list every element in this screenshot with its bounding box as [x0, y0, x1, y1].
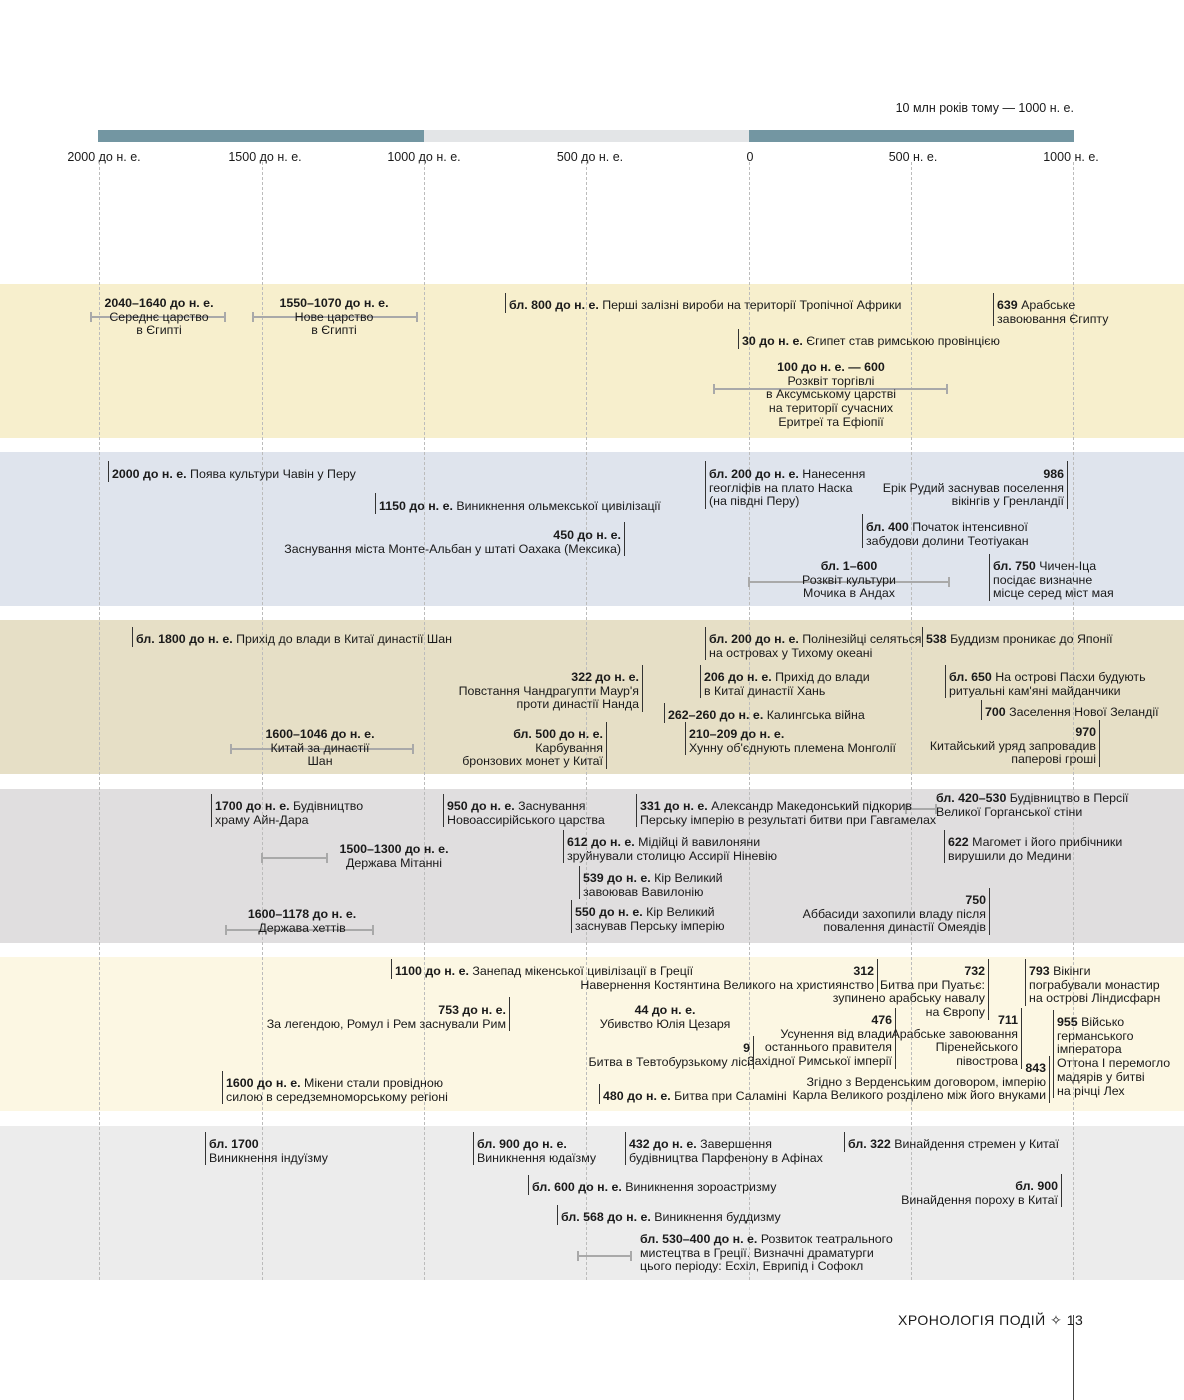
event-date: 1600–1046 до н. е.: [265, 727, 375, 741]
event-date: бл. 200 до н. е.: [709, 467, 799, 481]
event: [600, 1004, 731, 1031]
event-text: Убивство Юлія Цезаря: [599, 1016, 731, 1031]
event-date: 750: [965, 893, 986, 907]
event-text: Вікінги пограбували монастир на острові Ліндисфарн: [1029, 964, 1161, 1006]
event-date: 843: [1025, 1061, 1046, 1075]
event-text: Александр Македонський підкорив Перську імперію в результаті битви при Гавгамелах: [640, 799, 937, 827]
event-text: Заснування Новоассирійського царства: [447, 799, 605, 827]
event-text: Середнє царство в Єгипті: [109, 309, 209, 338]
event-text: Битва при Пуатьє: зупинено арабську навалу на Європу: [832, 977, 985, 1020]
event: [462, 722, 607, 769]
event-text: Винайдення стремен у Китаї: [890, 1137, 1060, 1151]
event-date: 970: [1075, 725, 1096, 739]
event-text: Виникнення зороастризму: [621, 1180, 777, 1194]
event-text: Хунну об'єднують племена Монголії: [689, 740, 896, 755]
event-date: 793: [1029, 964, 1050, 978]
event: [505, 293, 901, 313]
event-date: 732: [964, 964, 985, 978]
event-text: Держава Мітанні: [345, 855, 443, 870]
event-date: бл. 420–530: [936, 791, 1007, 805]
event: [211, 794, 363, 827]
event-date: 639: [997, 298, 1018, 312]
event-text: Поява культури Чавін у Перу: [186, 467, 356, 481]
event-date: 2000 до н. е.: [112, 467, 187, 481]
event-date: бл. 1800 до н. е.: [136, 632, 233, 646]
event-text: На острові Пасхи будують ритуальні кам'яні майданчики: [949, 670, 1146, 698]
event: [981, 700, 1159, 720]
event-text: Заселення Нової Зеландії: [1005, 705, 1159, 719]
event-text: Арабське завоювання Єгипту: [997, 298, 1109, 326]
event-text: Нанесення геогліфів на плато Наска (на півдні Перу): [709, 467, 866, 509]
event-date: 44 до н. е.: [634, 1003, 696, 1017]
event-date: бл. 1700: [209, 1137, 259, 1151]
event-date: 1600–1178 до н. е.: [247, 907, 357, 921]
event-text: Винайдення пороху в Китаї: [901, 1192, 1058, 1207]
event-date: 480 до н. е.: [603, 1089, 671, 1103]
event-text: Військо германського імператора Оттона I перемогло мадярів у битві на річці Лех: [1057, 1015, 1171, 1098]
event-date: 539 до н. е.: [583, 871, 651, 885]
event-date: 1700 до н. е.: [215, 799, 290, 813]
event: [625, 1132, 823, 1165]
event-date: 100 до н. е. — 600: [777, 360, 885, 374]
event: [579, 866, 723, 899]
event-text: Виникнення юдаїзму: [477, 1150, 597, 1165]
event: [636, 794, 936, 827]
tick-label: 2000 до н. е.: [67, 150, 141, 164]
event: [766, 361, 896, 430]
event: [589, 1036, 754, 1069]
event: [664, 703, 865, 723]
timeline-bar-segment: [424, 130, 749, 142]
event-date: бл. 500 до н. е.: [513, 727, 603, 741]
tick-label: 1500 до н. е.: [228, 150, 302, 164]
event-date: 1100 до н. е.: [395, 964, 469, 978]
event: [862, 514, 1029, 548]
event-date: 1550–1070 до н. е.: [279, 296, 389, 310]
event: [883, 461, 1068, 509]
tick-label: 1000 н. е.: [1043, 150, 1099, 164]
timeline-bar-segment: [749, 130, 1074, 142]
event-text: Кір Великий завоював Вавилонію: [583, 871, 723, 899]
event: [248, 908, 356, 935]
event: [132, 627, 452, 647]
event: [375, 493, 661, 514]
event-date: 30 до н. е.: [742, 334, 803, 348]
event: [705, 461, 865, 509]
event-text: Китай за династії Шан: [270, 740, 370, 769]
event-text: Згідно з Верденським договором, імперію Карла Великого розділено між його внуками: [792, 1074, 1046, 1103]
gridline: [424, 162, 425, 1280]
event-date: 753 до н. е.: [438, 1003, 506, 1017]
event-date: 2040–1640 до н. е.: [104, 296, 214, 310]
event: [265, 728, 374, 769]
tick-label: 500 до н. е.: [556, 150, 624, 164]
event-text: Мідійці й вавилоняни зруйнували столицю Ассирії Ніневію: [567, 835, 778, 863]
event-date: 550 до н. е.: [575, 905, 643, 919]
event-date: 312: [853, 964, 874, 978]
event-date: 331 до н. е.: [640, 799, 708, 813]
event-date: бл. 750: [993, 559, 1036, 573]
event-date: 950 до н. е.: [447, 799, 515, 813]
event: [944, 830, 1122, 863]
event-date: 1500–1300 до н. е.: [339, 842, 449, 856]
gridline: [99, 162, 100, 1280]
event-date: 9: [743, 1041, 750, 1055]
event: [599, 1084, 787, 1104]
event-text: Перші залізні вироби на території Тропічної Африки: [598, 298, 902, 312]
event: [803, 888, 990, 935]
event: [936, 792, 1128, 819]
event: [989, 554, 1114, 601]
event-text: Виникнення індуїзму: [209, 1150, 328, 1165]
gridline: [262, 162, 263, 1280]
event: [945, 665, 1146, 698]
tick-label: 500 н. е.: [888, 150, 938, 164]
event: [473, 1132, 596, 1165]
event-text: Аббасиди захопили владу після повалення династії Омеядів: [802, 906, 986, 935]
event-text: Битва при Саламіні: [670, 1089, 787, 1103]
event: [205, 1132, 328, 1165]
range-bar: [578, 1255, 631, 1257]
event-date: 262–260 до н. е.: [668, 708, 764, 722]
event-date: бл. 322: [848, 1137, 891, 1151]
event-text: Розквіт торгівлі в Аксумському царстві на території сучасних Еритреї та Ефіопії: [765, 373, 897, 429]
event-text: Буддизм проникає до Японії: [946, 632, 1113, 646]
event: [901, 1174, 1062, 1207]
event-text: Повстання Чандрагупти Маур'я проти династії Нанда: [458, 683, 639, 712]
event: [104, 297, 213, 338]
event-date: 711: [998, 1013, 1018, 1027]
event-date: бл. 200 до н. е.: [709, 632, 799, 646]
event-text: Єгипет став римською провінцією: [802, 334, 1000, 348]
event-date: бл. 900: [1015, 1179, 1058, 1193]
event-date: бл. 800 до н. е.: [509, 298, 599, 312]
event-date: 986: [1043, 467, 1064, 481]
event-text: Початок інтенсивної забудови долини Теотіуакан: [866, 520, 1029, 548]
page-number: 13: [1066, 1312, 1084, 1328]
event-text: Арабське завоювання Піренейського півострова: [891, 1026, 1018, 1069]
event: [443, 794, 605, 827]
event-text: Битва в Тевтобурзькому лісі: [588, 1054, 750, 1069]
event-text: Розквіт культури Мочика в Андах: [802, 572, 896, 601]
event-text: Магомет і його прибічники вирушили до Медини: [948, 835, 1123, 863]
event: [685, 722, 896, 755]
event-text: Прихід до влади в Китаї династії Шан: [232, 632, 453, 646]
event: [700, 665, 870, 698]
event: [705, 627, 922, 660]
event-text: Карбування бронзових монет у Китаї: [462, 740, 603, 769]
event-text: Кір Великий заснував Перську імперію: [575, 905, 725, 933]
event-text: Ерік Рудий заснував поселення вікінгів у Гренландії: [882, 480, 1064, 509]
section-title: ХРОНОЛОГІЯ ПОДІЙ: [898, 1312, 1046, 1328]
event-date: 1600 до н. е.: [226, 1076, 301, 1090]
event: [284, 522, 625, 556]
range-bar: [262, 857, 327, 859]
event-text: Завершення будівництва Парфенону в Афінах: [629, 1137, 823, 1165]
star-icon: ✧: [1050, 1312, 1063, 1328]
event: [922, 627, 1113, 647]
tick-label: 0: [746, 150, 754, 164]
event-date: 206 до н. е.: [704, 670, 772, 684]
event: [279, 297, 388, 338]
event-text: Калингська війна: [763, 708, 865, 722]
event-text: Навернення Костянтина Великого на християнство: [580, 977, 874, 992]
event: [1053, 1010, 1170, 1098]
event: [108, 461, 356, 482]
event-date: бл. 400: [866, 520, 909, 534]
event-date: 700: [985, 705, 1006, 719]
scale-note: 10 млн років тому — 1000 н. е.: [895, 101, 1074, 115]
event: [640, 1233, 893, 1274]
event-text: Прихід до влади в Китаї династії Хань: [704, 670, 870, 698]
event: [802, 560, 896, 601]
event-text: Держава хеттів: [258, 920, 346, 935]
event: [1025, 959, 1160, 1006]
event: [571, 900, 725, 933]
event-text: Будівництво храму Айн-Дара: [215, 799, 364, 827]
page-footer: [898, 1312, 1083, 1329]
event-date: бл. 600 до н. е.: [532, 1180, 622, 1194]
event-date: 210–209 до н. е.: [689, 727, 785, 741]
event: [844, 1132, 1059, 1152]
event-text: Чичен-Іца посідає визначне місце серед міст мая: [993, 559, 1114, 601]
timeline-bar-segment: [98, 130, 424, 142]
event-text: Занепад мікенської цивілізації в Греції: [468, 964, 694, 978]
event-text: Виникнення ольмекської цивілізації: [452, 499, 661, 513]
event-date: 1150 до н. е.: [379, 499, 453, 513]
event: [459, 665, 643, 712]
event: [993, 293, 1108, 326]
event-date: 322 до н. е.: [571, 670, 639, 684]
event: [339, 843, 448, 870]
event-date: 476: [871, 1013, 892, 1027]
event: [557, 1205, 781, 1225]
tick-label: 1000 до н. е.: [387, 150, 461, 164]
event-date: бл. 900 до н. е.: [477, 1137, 567, 1151]
event-text: Заснування міста Монте-Альбан у штаті Оахака (Мексика): [284, 541, 621, 556]
event-date: 955: [1057, 1015, 1078, 1029]
event-date: 432 до н. е.: [629, 1137, 697, 1151]
event: [930, 720, 1100, 767]
event-date: бл. 568 до н. е.: [561, 1210, 651, 1224]
gridline: [586, 162, 587, 1280]
event-text: Виникнення буддизму: [650, 1210, 781, 1224]
event-text: Розвиток театрального мистецтва в Греції. Визначні драматурги цього періоду: Есхіл, Еврипід і Софокл: [640, 1232, 893, 1274]
event-text: Мікени стали провідною силою в середземноморському регіоні: [226, 1076, 448, 1104]
event: [267, 997, 510, 1031]
event-date: бл. 530–400 до н. е.: [640, 1232, 758, 1246]
event: [793, 1056, 1050, 1103]
event-text: Китайський уряд запровадив паперові гроші: [929, 738, 1096, 767]
page-edge-line: [1073, 1315, 1074, 1400]
event: [528, 1175, 777, 1195]
event-date: 622: [948, 835, 969, 849]
event-date: бл. 1–600: [820, 559, 878, 573]
event-text: Нове царство в Єгипті: [294, 309, 374, 338]
event-date: бл. 650: [949, 670, 992, 684]
event: [563, 830, 777, 863]
event-date: 612 до н. е.: [567, 835, 635, 849]
event-text: За легендою, Ромул і Рем заснували Рим: [266, 1016, 506, 1031]
event: [738, 329, 1000, 349]
event-date: 450 до н. е.: [553, 528, 621, 542]
event-text: Полінезійці селяться на островах у Тихому океані: [709, 632, 922, 660]
event: [222, 1071, 448, 1104]
event-text: Будівництво в Персії Великої Горганської стіни: [936, 791, 1129, 819]
event-date: 538: [926, 632, 947, 646]
event-text: Усунення від влади останнього правителя Західної Римської імперії: [747, 1026, 892, 1069]
